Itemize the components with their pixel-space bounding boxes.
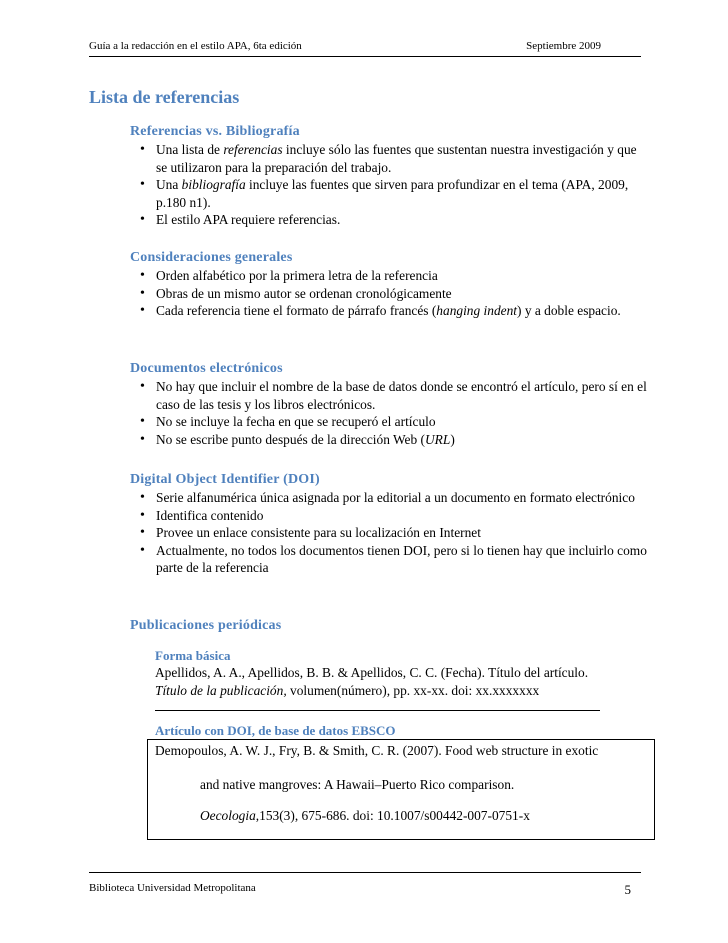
bullet-list — [130, 378, 650, 448]
page-footer — [89, 882, 641, 898]
ejemplo-title: Artículo con DOI, de base de datos EBSCO — [155, 723, 396, 738]
page-header — [89, 40, 601, 52]
forma-basica — [155, 647, 655, 699]
list-item: • Identifica contenido — [130, 507, 650, 525]
section-title: Publicaciones periódicas — [130, 618, 282, 633]
list-item: • Una lista de referencias incluye sólo las fuentes que sustentan nuestra investigación y que se utilizaron para la preparación del trabajo. — [130, 141, 650, 176]
list-item: • Cada referencia tiene el formato de párrafo francés (hanging indent) y a doble espacio. — [130, 302, 650, 320]
section-title: Consideraciones generales — [130, 250, 293, 265]
section-electronicos — [130, 360, 650, 448]
section-consideraciones — [130, 249, 650, 320]
header-date: Septiembre 2009 — [526, 40, 601, 52]
list-item: • No hay que incluir el nombre de la base de datos donde se encontró el artículo, pero sí en el caso de las tesis y los libros electrónicos. — [130, 378, 650, 413]
footer-rule — [89, 872, 641, 873]
example-line3: Oecologia,153(3), 675-686. doi: 10.1007/s00442-007-0751-x — [200, 808, 530, 823]
section-title: Digital Object Identifier (DOI) — [130, 472, 320, 487]
page-number: 5 — [624, 882, 631, 897]
page-title: Lista de referencias — [89, 87, 240, 107]
forma-basica-rule — [155, 710, 600, 711]
header-doc-title: Guía a la redacción en el estilo APA, 6ta edición — [89, 40, 302, 52]
list-item: • Una bibliografía incluye las fuentes que sirven para profundizar en el tema (APA, 2009, p.180 n1). — [130, 176, 650, 211]
example-line2: and native mangroves: A Hawaii–Puerto Rico comparison. — [200, 777, 515, 792]
ejemplo-title-wrap — [155, 722, 655, 739]
list-item: • Serie alfanumérica única asignada por la editorial a un documento en formato electrónico — [130, 489, 650, 507]
section-doi — [130, 471, 650, 577]
bullet-list — [130, 489, 650, 577]
section-periodicas — [130, 617, 650, 635]
list-item: • No se escribe punto después de la dirección Web (URL) — [130, 431, 650, 449]
bullet-list — [130, 267, 650, 320]
list-item: • Orden alfabético por la primera letra de la referencia — [130, 267, 650, 285]
list-item: • Obras de un mismo autor se ordenan cronológicamente — [130, 285, 650, 303]
list-item: • El estilo APA requiere referencias. — [130, 211, 650, 229]
forma-basica-line1: Apellidos, A. A., Apellidos, B. B. & Apellidos, C. C. (Fecha). Título del artículo. — [155, 665, 589, 680]
section-title: Documentos electrónicos — [130, 361, 283, 376]
example-line1: Demopoulos, A. W. J., Fry, B. & Smith, C. R. (2007). Food web structure in exotic — [155, 743, 599, 758]
forma-basica-title: Forma básica — [155, 648, 231, 663]
list-item: • Provee un enlace consistente para su localización en Internet — [130, 524, 650, 542]
list-item: • Actualmente, no todos los documentos tienen DOI, pero si lo tienen hay que incluirlo como parte de la referencia — [130, 542, 650, 577]
header-rule — [89, 56, 641, 57]
bullet-list — [130, 141, 650, 229]
section-refs-vs-biblio — [130, 123, 650, 229]
example-reference-box — [147, 739, 655, 840]
forma-basica-line2: Título de la publicación, volumen(número), pp. xx-xx. doi: xx.xxxxxxx — [155, 682, 540, 698]
section-title: Referencias vs. Bibliografía — [130, 124, 300, 139]
list-item: • No se incluye la fecha en que se recuperó el artículo — [130, 413, 650, 431]
footer-library: Biblioteca Universidad Metropolitana — [89, 882, 256, 894]
